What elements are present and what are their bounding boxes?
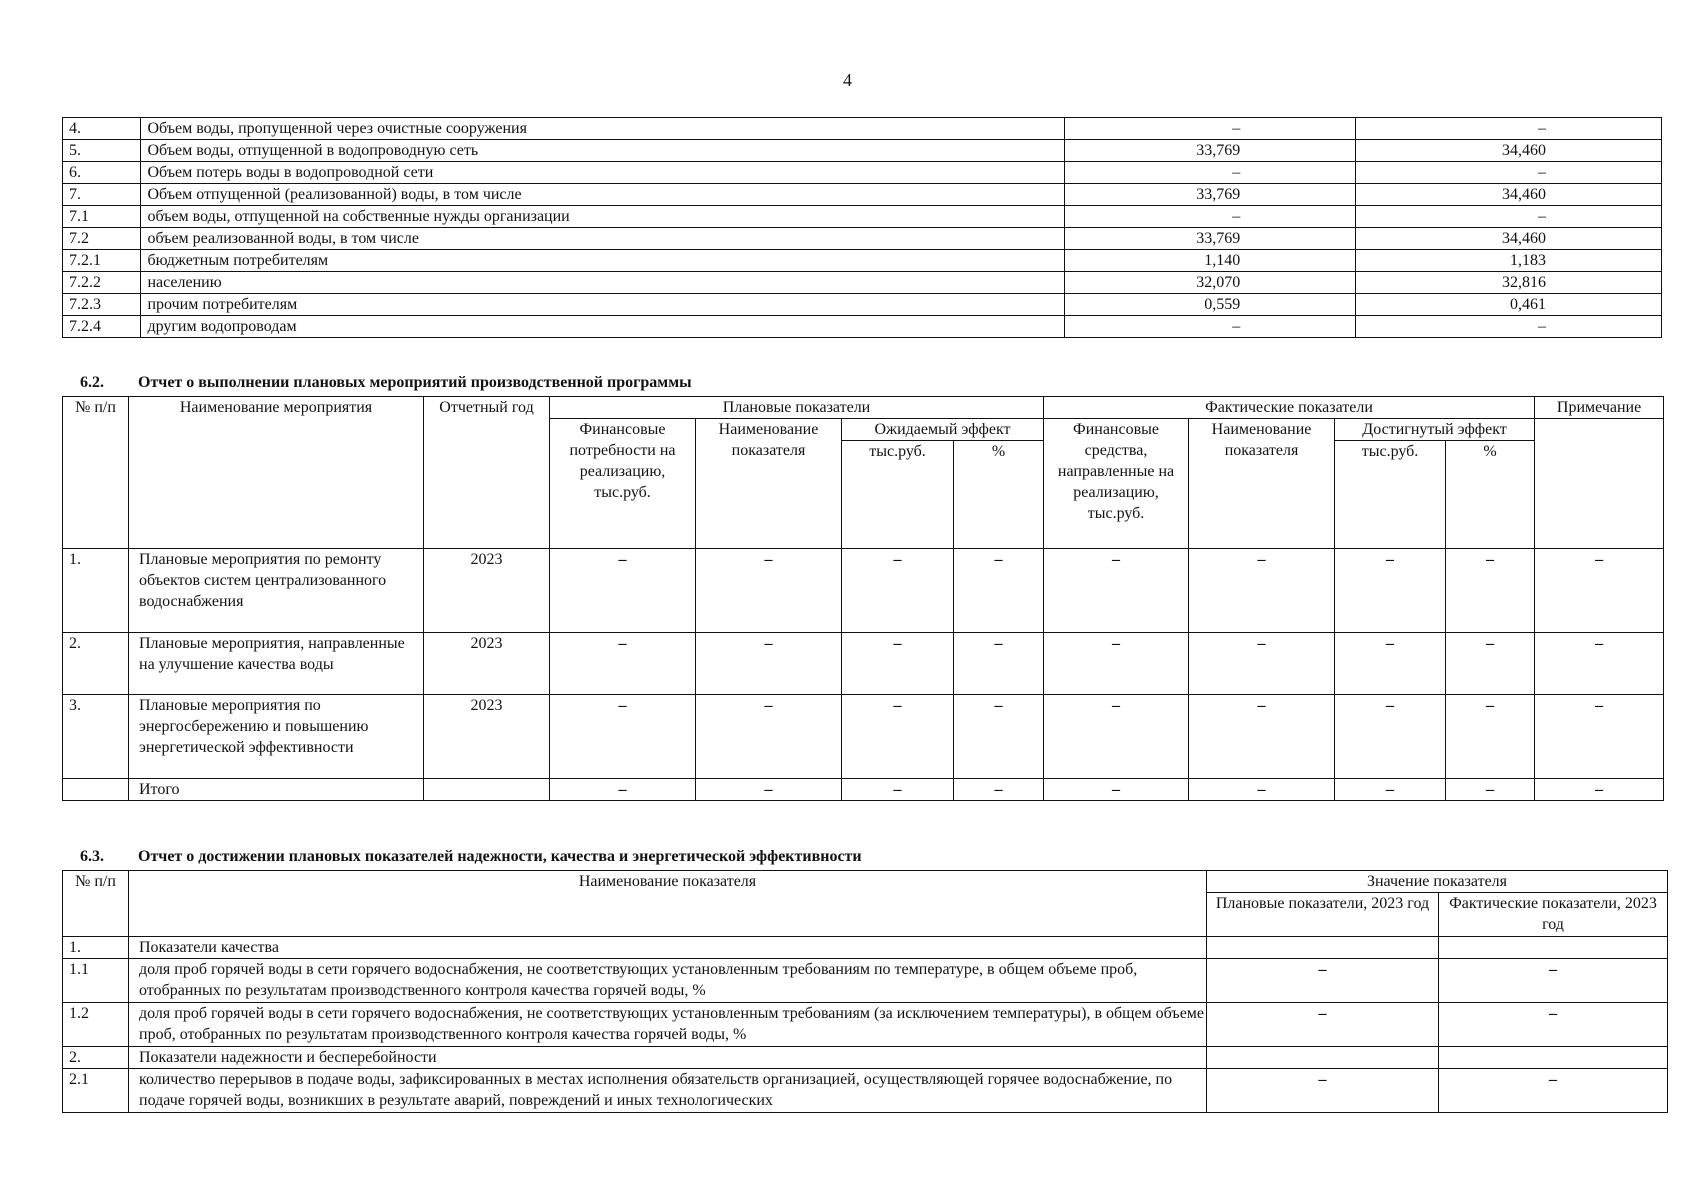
row-number: 1.1	[63, 959, 129, 1003]
header-plan-pct: %	[954, 441, 1044, 549]
table-row	[63, 316, 1662, 338]
planned-value	[1207, 937, 1439, 959]
dash-cell: –	[842, 633, 954, 695]
dash-cell: –	[1044, 633, 1189, 695]
planned-value	[1207, 1047, 1439, 1069]
value-previous: –	[1064, 316, 1356, 338]
row-number: 4.	[63, 118, 141, 140]
page-number: 4	[843, 70, 852, 90]
header-achieved-effect: Достигнутый эффект	[1335, 419, 1535, 441]
header-note-empty	[1535, 419, 1664, 549]
header-actual-financing: Финансовые средства, направленные на реализацию, тыс.руб.	[1044, 419, 1189, 549]
table-row	[63, 206, 1662, 228]
header-act-pct: %	[1446, 441, 1535, 549]
value-current: –	[1356, 316, 1662, 338]
row-number: 7.2.3	[63, 294, 141, 316]
dash-cell: –	[1044, 779, 1189, 801]
dash-cell: –	[696, 633, 842, 695]
dash-cell: –	[550, 633, 696, 695]
measure-name: Плановые мероприятия, направленные на улучшение качества воды	[129, 633, 424, 695]
indicator-name: доля проб горячей воды в сети горячего водоснабжения, не соответствующих установленным требованиям по температуре, в общем объеме проб, отобранных по результатам производственного контроля качества горячей воды, %	[129, 959, 1207, 1003]
table-row	[63, 549, 1664, 633]
value-previous: –	[1064, 206, 1356, 228]
row-number: 3.	[63, 695, 129, 779]
row-name: Объем потерь воды в водопроводной сети	[141, 162, 1064, 184]
value-previous: 1,140	[1064, 250, 1356, 272]
row-name: Объем воды, пропущенной через очистные сооружения	[141, 118, 1064, 140]
row-name: Объем отпущенной (реализованной) воды, в том числе	[141, 184, 1064, 206]
value-current: –	[1356, 118, 1662, 140]
dash-cell: –	[954, 695, 1044, 779]
row-number: 6.	[63, 162, 141, 184]
value-current: –	[1356, 162, 1662, 184]
actual-value: –	[1439, 959, 1668, 1003]
dash-cell: –	[1535, 779, 1664, 801]
value-current: 1,183	[1356, 250, 1662, 272]
header-actual: Фактические показатели	[1044, 397, 1535, 419]
dash-cell: –	[1446, 633, 1535, 695]
value-previous: 0,559	[1064, 294, 1356, 316]
table-row	[63, 294, 1662, 316]
header-plan-financing: Финансовые потребности на реализацию, тыс.руб.	[550, 419, 696, 549]
dash-cell: –	[954, 779, 1044, 801]
dash-cell: –	[550, 695, 696, 779]
dash-cell: –	[1189, 695, 1335, 779]
table-row	[63, 228, 1662, 250]
planned-value: –	[1207, 1069, 1439, 1113]
row-name: прочим потребителям	[141, 294, 1064, 316]
table-row	[63, 118, 1662, 140]
section-number: 6.2.	[80, 374, 104, 391]
row-number: 2.1	[63, 1069, 129, 1113]
indicator-name: Показатели качества	[129, 937, 1207, 959]
header-actual-indicator: Наименование показателя	[1189, 419, 1335, 549]
row-number: 7.2.2	[63, 272, 141, 294]
value-current: 32,816	[1356, 272, 1662, 294]
row-number: 1.	[63, 549, 129, 633]
table-row	[63, 695, 1664, 779]
report-year: 2023	[424, 549, 550, 633]
header-plan-indicator: Наименование показателя	[696, 419, 842, 549]
header-indicator-value: Значение показателя	[1207, 871, 1668, 893]
dash-cell: –	[1446, 549, 1535, 633]
header-note: Примечание	[1535, 397, 1664, 419]
row-number: 7.	[63, 184, 141, 206]
header-expected-effect: Ожидаемый эффект	[842, 419, 1044, 441]
measure-name: Плановые мероприятия по энергосбережению и повышению энергетической эффективности	[129, 695, 424, 779]
table-row	[63, 1003, 1668, 1047]
header-num: № п/п	[63, 397, 129, 549]
value-current: 34,460	[1356, 184, 1662, 206]
header-act-thous: тыс.руб.	[1335, 441, 1446, 549]
header-year: Отчетный год	[424, 397, 550, 549]
dash-cell: –	[1535, 633, 1664, 695]
dash-cell: –	[1446, 695, 1535, 779]
dash-cell: –	[1335, 633, 1446, 695]
dash-cell: –	[1335, 695, 1446, 779]
table-row	[63, 633, 1664, 695]
dash-cell: –	[1189, 779, 1335, 801]
table-row	[63, 140, 1662, 162]
dash-cell: –	[1446, 779, 1535, 801]
header-plan-thous: тыс.руб.	[842, 441, 954, 549]
dash-cell: –	[954, 633, 1044, 695]
row-name: объем воды, отпущенной на собственные нужды организации	[141, 206, 1064, 228]
row-number: 2.	[63, 633, 129, 695]
value-current: 34,460	[1356, 228, 1662, 250]
value-previous: –	[1064, 162, 1356, 184]
table-row	[63, 272, 1662, 294]
table-row	[63, 1047, 1668, 1069]
row-number: 7.2	[63, 228, 141, 250]
row-number: 7.2.4	[63, 316, 141, 338]
actual-value	[1439, 937, 1668, 959]
row-name: населению	[141, 272, 1064, 294]
dash-cell: –	[550, 779, 696, 801]
value-previous: 32,070	[1064, 272, 1356, 294]
table-row	[63, 162, 1662, 184]
total-number-empty	[63, 779, 129, 801]
dash-cell: –	[1535, 549, 1664, 633]
planned-measures-table	[62, 396, 1664, 801]
actual-value: –	[1439, 1069, 1668, 1113]
total-label: Итого	[129, 779, 424, 801]
section-number: 6.3.	[80, 848, 104, 865]
row-name: другим водопроводам	[141, 316, 1064, 338]
value-previous: 33,769	[1064, 184, 1356, 206]
planned-value: –	[1207, 1003, 1439, 1047]
report-year: 2023	[424, 633, 550, 695]
dash-cell: –	[1335, 549, 1446, 633]
actual-value	[1439, 1047, 1668, 1069]
row-number: 5.	[63, 140, 141, 162]
table-row	[63, 1069, 1668, 1113]
actual-value: –	[1439, 1003, 1668, 1047]
indicators-table	[62, 870, 1668, 1113]
section-title-text: Отчет о достижении плановых показателей надежности, качества и энергетической эффективности	[138, 848, 862, 865]
table-row	[63, 959, 1668, 1003]
row-number: 1.	[63, 937, 129, 959]
table-row	[63, 937, 1668, 959]
row-number: 2.	[63, 1047, 129, 1069]
header-actual-2023: Фактические показатели, 2023 год	[1439, 893, 1668, 937]
dash-cell: –	[550, 549, 696, 633]
section-6-2-title	[80, 374, 692, 392]
header-planned: Плановые показатели	[550, 397, 1044, 419]
row-number: 7.2.1	[63, 250, 141, 272]
indicator-name: количество перерывов в подаче воды, зафиксированных в местах исполнения обязательств организацией, осуществляющей горячее водоснабжение, по подаче горячей воды, возникших в результате аварий, повреждений и иных технологических	[129, 1069, 1207, 1113]
total-row	[63, 779, 1664, 801]
report-year: 2023	[424, 695, 550, 779]
row-name: бюджетным потребителям	[141, 250, 1064, 272]
dash-cell: –	[1535, 695, 1664, 779]
value-previous: 33,769	[1064, 140, 1356, 162]
header-planned-2023: Плановые показатели, 2023 год	[1207, 893, 1439, 937]
water-volumes-table	[62, 117, 1662, 338]
value-current: –	[1356, 206, 1662, 228]
row-name: объем реализованной воды, в том числе	[141, 228, 1064, 250]
header-indicator-name: Наименование показателя	[129, 871, 1207, 937]
dash-cell: –	[1044, 549, 1189, 633]
dash-cell: –	[842, 549, 954, 633]
planned-value: –	[1207, 959, 1439, 1003]
total-year-empty	[424, 779, 550, 801]
dash-cell: –	[1044, 695, 1189, 779]
value-current: 34,460	[1356, 140, 1662, 162]
row-number: 1.2	[63, 1003, 129, 1047]
dash-cell: –	[842, 779, 954, 801]
value-current: 0,461	[1356, 294, 1662, 316]
row-name: Объем воды, отпущенной в водопроводную сеть	[141, 140, 1064, 162]
value-previous: 33,769	[1064, 228, 1356, 250]
measure-name: Плановые мероприятия по ремонту объектов систем централизованного водоснабжения	[129, 549, 424, 633]
dash-cell: –	[1335, 779, 1446, 801]
header-measure-name: Наименование мероприятия	[129, 397, 424, 549]
dash-cell: –	[1189, 549, 1335, 633]
header-num: № п/п	[63, 871, 129, 937]
value-previous: –	[1064, 118, 1356, 140]
indicator-name: Показатели надежности и бесперебойности	[129, 1047, 1207, 1069]
dash-cell: –	[1189, 633, 1335, 695]
table-row	[63, 184, 1662, 206]
dash-cell: –	[842, 695, 954, 779]
section-6-3-title	[80, 848, 862, 866]
indicator-name: доля проб горячей воды в сети горячего водоснабжения, не соответствующих установленным требованиям (за исключением температуры), в общем объеме проб, отобранных по результатам производственного контроля качества горячей воды, %	[129, 1003, 1207, 1047]
dash-cell: –	[696, 695, 842, 779]
dash-cell: –	[696, 549, 842, 633]
dash-cell: –	[954, 549, 1044, 633]
dash-cell: –	[696, 779, 842, 801]
table-row	[63, 250, 1662, 272]
section-title-text: Отчет о выполнении плановых мероприятий производственной программы	[138, 374, 692, 391]
row-number: 7.1	[63, 206, 141, 228]
